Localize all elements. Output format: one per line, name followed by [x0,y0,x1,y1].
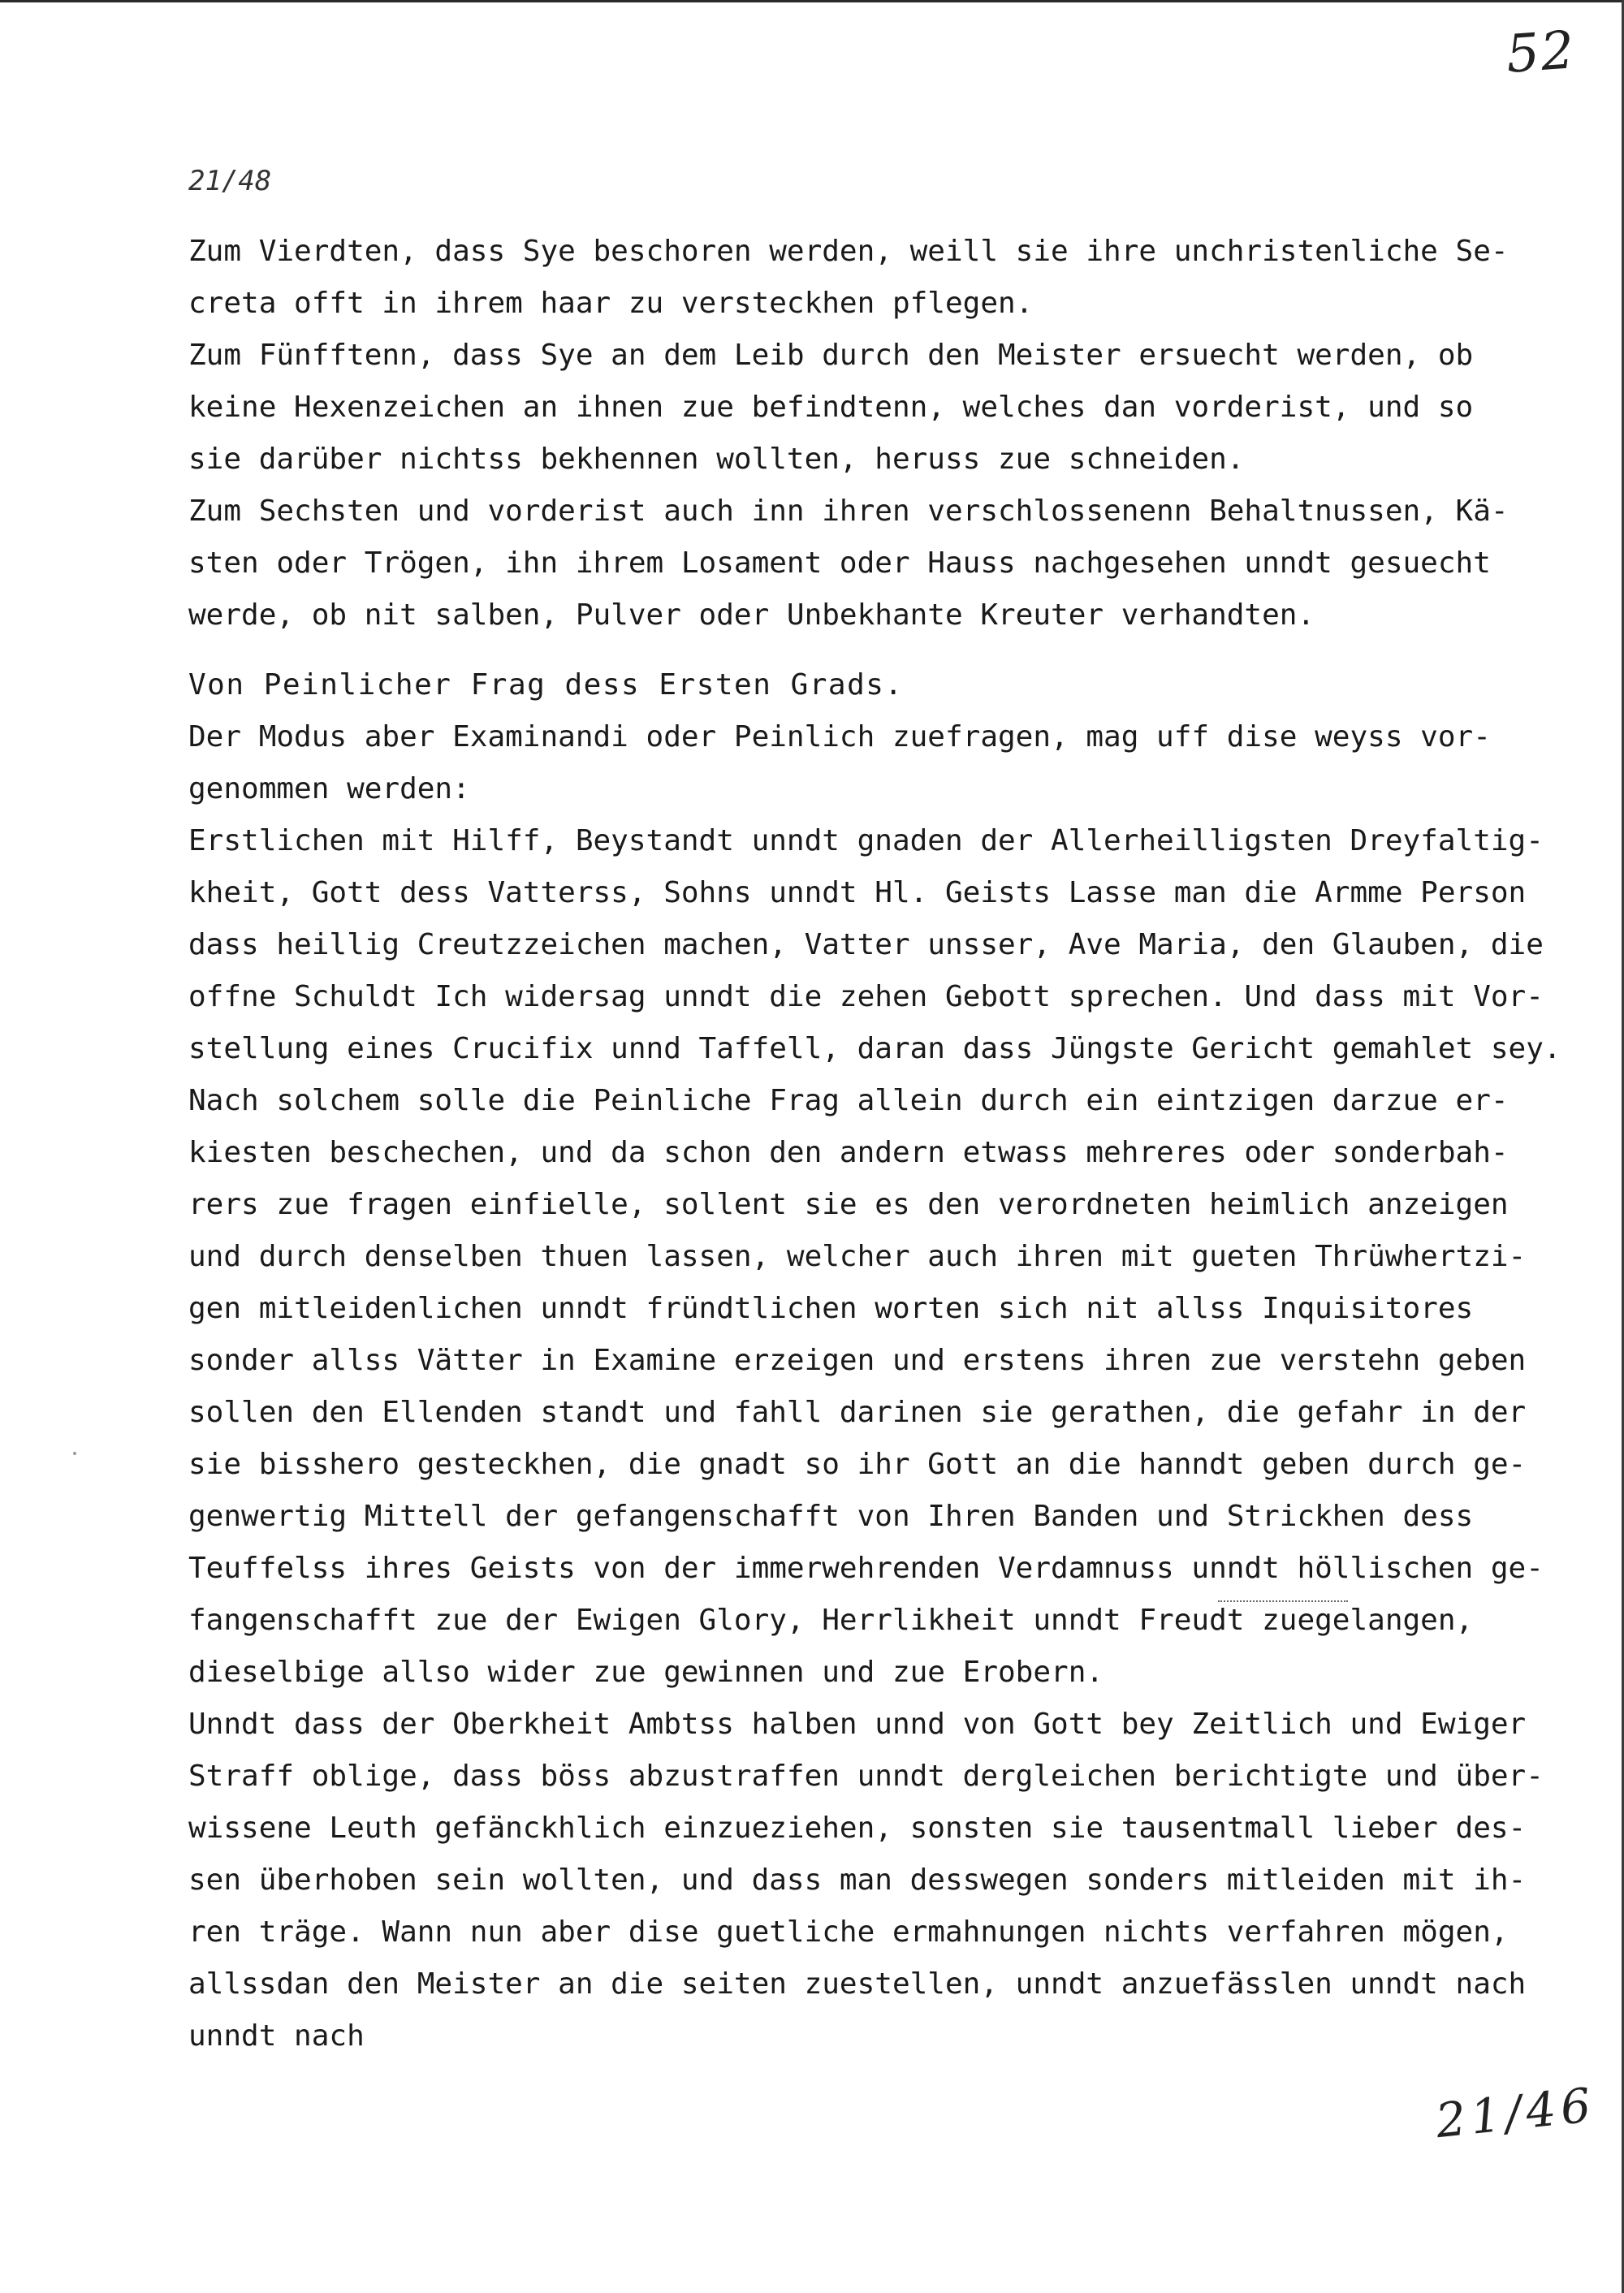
handwritten-folio-number-bottom: 21/46 [1432,2076,1599,2149]
section-heading: Von Peinlicher Frag dess Ersten Grads. [188,668,904,702]
text-line: Teuffelss ihres Geists von der immerwehrenden Verdamnuss unndt höllischen ge- [188,1552,1544,1585]
text-line: creta offt in ihrem haar zu versteckhen pflegen. [188,287,1034,320]
text-line: unndt nach [188,2019,365,2053]
text-line: fangenschafft zue der Ewigen Glory, Herrlikheit unndt Freudt zuegelangen, [188,1604,1474,1637]
text-line: Zum Sechsten und vorderist auch inn ihren verschlossenenn Behaltnussen, Kä- [188,494,1509,528]
text-line: genommen werden: [188,772,470,805]
text-line: stellung eines Crucifix unnd Taffell, daran dass Jüngste Gericht gemahlet sey. [188,1032,1561,1065]
text-line: und durch denselben thuen lassen, welcher auch ihren mit gueten Thrüwhertzi- [188,1240,1527,1273]
text-line: ren träge. Wann nun aber dise guetliche ermahnungen nichts verfahren mögen, [188,1915,1509,1949]
text-line: Erstlichen mit Hilff, Beystandt unndt gnaden der Allerheilligsten Dreyfaltig- [188,824,1544,857]
handwritten-folio-number-top: 52 [1504,20,1578,85]
text-line: werde, ob nit salben, Pulver oder Unbekhante Kreuter verhandten. [188,598,1315,632]
text-line: Unndt dass der Oberkheit Ambtss halben unnd von Gott bey Zeitlich und Ewiger [188,1708,1527,1741]
text-line: kheit, Gott dess Vatterss, Sohns unndt Hl. Geists Lasse man die Armme Person [188,876,1527,909]
text-line: sie darüber nichtss bekhennen wollten, heruss zue schneiden. [188,443,1245,476]
text-line: genwertig Mittell der gefangenschafft von Ihren Banden und Strickhen dess [188,1500,1474,1533]
text-line: dieselbige allso wider zue gewinnen und zue Erobern. [188,1656,1104,1689]
text-line: Nach solchem solle die Peinliche Frag allein durch ein eintzigen darzue er- [188,1084,1509,1117]
text-line: sonder allss Vätter in Examine erzeigen und erstens ihren zue verstehn geben [188,1344,1527,1377]
text-line: offne Schuldt Ich widersag unndt die zehen Gebott sprechen. Und dass mit Vor- [188,980,1544,1013]
text-line: sen überhoben sein wollten, und dass man desswegen sonders mitleiden mit ih- [188,1863,1527,1897]
text-line: gen mitleidenlichen unndt fründtlichen worten sich nit allss Inquisitores [188,1292,1474,1325]
text-line: Zum Vierdten, dass Sye beschoren werden, weill sie ihre unchristenliche Se- [188,235,1509,268]
text-line: Zum Fünfftenn, dass Sye an dem Leib durch den Meister ersuecht werden, ob [188,339,1474,372]
text-line: allssdan den Meister an die seiten zuestellen, unndt anzuefässlen unndt nach [188,1967,1527,2001]
text-line: kiesten beschechen, und da schon den andern etwass mehreres oder sonderbah- [188,1136,1509,1169]
text-line: sie bisshero gesteckhen, die gnadt so ihr Gott an die hanndt geben durch ge- [188,1448,1527,1481]
scan-edge-top [0,0,1624,2]
text-line: rers zue fragen einfielle, sollent sie es den verordneten heimlich anzeigen [188,1188,1509,1221]
document-body [188,226,1561,2062]
text-line: dass heillig Creutzzeichen machen, Vatter unsser, Ave Maria, den Glauben, die [188,928,1544,961]
document-reference-number: 21/48 [188,165,272,197]
text-line: keine Hexenzeichen an ihnen zue befindtenn, welches dan vorderist, und so [188,391,1474,424]
text-line: sten oder Trögen, ihn ihrem Losament oder Hauss nachgesehen unndt gesuecht [188,546,1491,580]
correction-mark [1218,1600,1348,1604]
margin-speck [73,1452,76,1455]
text-line: wissene Leuth gefänckhlich einzueziehen, sonsten sie tausentmall lieber des- [188,1812,1527,1845]
text-line: Straff oblige, dass böss abzustraffen unndt dergleichen berichtigte und über- [188,1760,1544,1793]
text-line: sollen den Ellenden standt und fahll darinen sie gerathen, die gefahr in der [188,1396,1527,1429]
text-line: Der Modus aber Examinandi oder Peinlich zuefragen, mag uff dise weyss vor- [188,720,1491,754]
